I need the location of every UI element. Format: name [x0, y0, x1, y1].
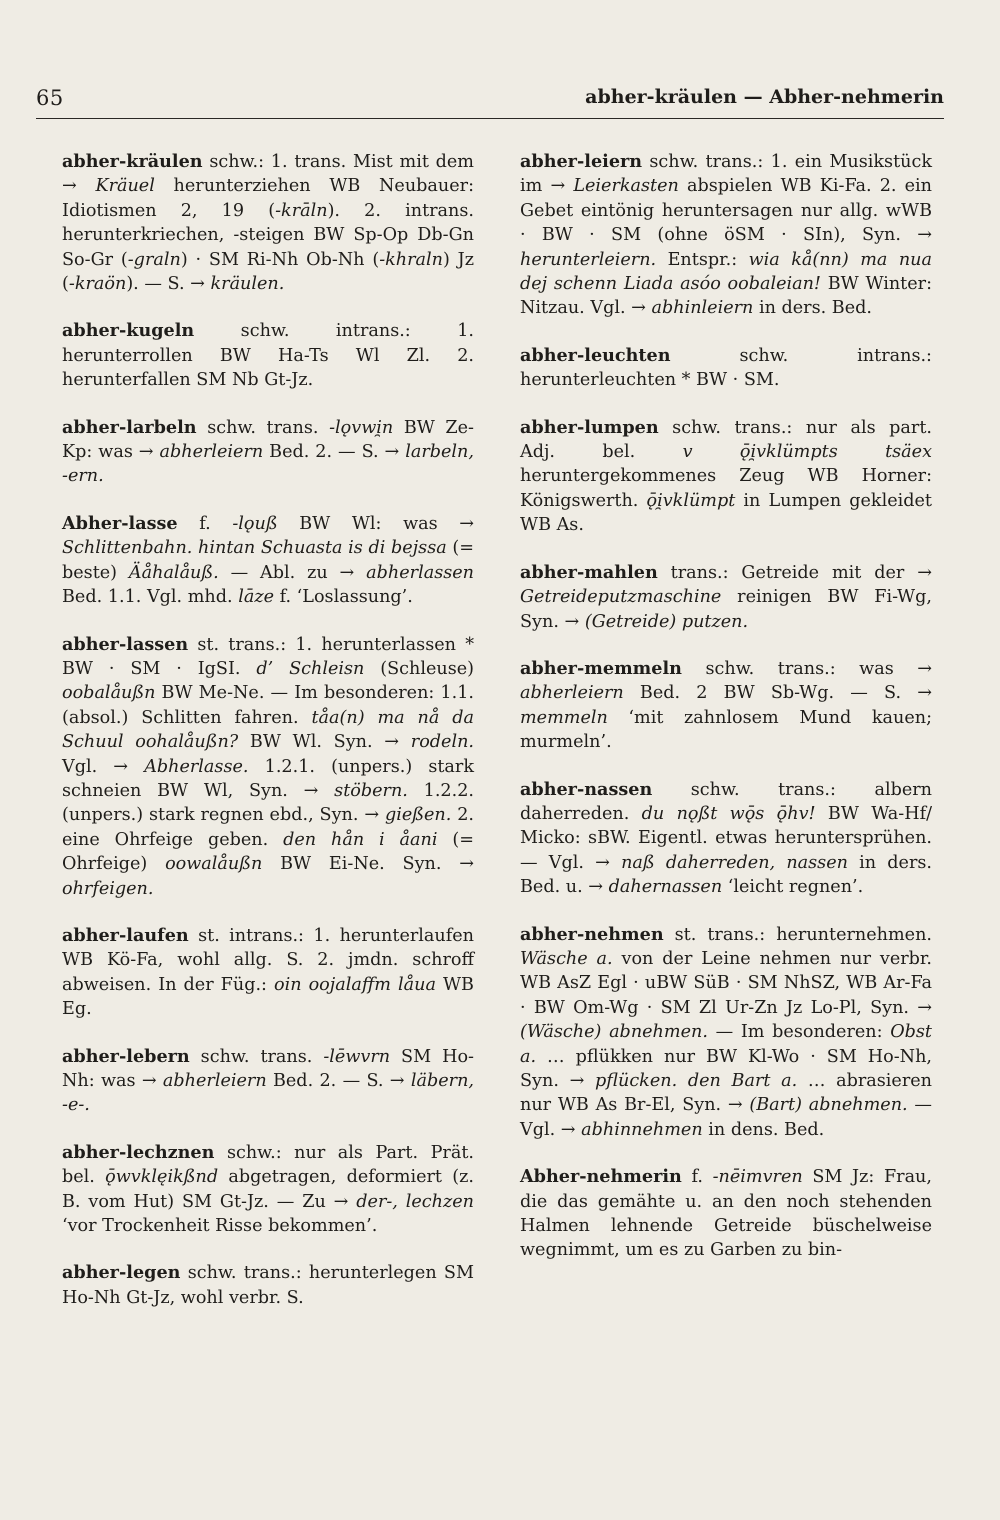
entry-text: schw. trans.: was → [681, 658, 932, 679]
entry-text: reinigen BW Fi-Wg, Syn. → [520, 587, 932, 632]
dictionary-entry [520, 344, 932, 393]
entry-italic-text: läbern, -e-. [62, 1071, 474, 1116]
entry-text: BW Winter: Nitzau. Vgl. → [520, 274, 932, 319]
entry-headword: abher-lassen [62, 633, 189, 655]
entry-headword: abher-lechznen [62, 1141, 215, 1163]
entry-italic-text: -krāln [275, 200, 328, 221]
entry-italic-text: Obst a. [520, 1022, 932, 1067]
entry-headword: abher-larbeln [62, 416, 197, 438]
entry-italic-text: (Getreide) putzen. [584, 611, 749, 632]
entry-italic-text: ohrfeigen. [62, 878, 154, 899]
entry-text: schw. intrans.: 1. herunterrollen BW Ha-Ts Wl Zl. 2. herunterfallen SM Nb Gt-Jz. [62, 321, 474, 391]
entry-text: in ders. Bed. u. → [520, 852, 932, 898]
entry-headword: abher-lumpen [520, 416, 659, 438]
entry-text: WB Eg. [62, 974, 474, 1020]
entry-italic-text: herunterleiern. [520, 249, 657, 270]
dictionary-entry [520, 561, 932, 634]
entry-headword: abher-laufen [62, 924, 189, 946]
entry-italic-text: -lǫuß [232, 513, 278, 534]
entry-text: (= Ohrfeige) [62, 829, 474, 875]
entry-headword: Abher-lasse [62, 512, 178, 534]
entry-text: herunterziehen WB Neubauer: Idiotismen 2, 19 ( [62, 176, 474, 221]
entry-italic-text: abherlassen [366, 562, 474, 583]
right-column [520, 150, 932, 1286]
entry-italic-text: -lǫvwi̯n [329, 417, 394, 438]
entry-text: SM Jz: Frau, die das gemähte u. an den noch stehenden Halmen lehnende Getreide büschelweise wegnimmt, um es zu Garben zu bin- [520, 1167, 932, 1261]
entry-text: ) · SM Ri-Nh Ob-Nh ( [180, 249, 380, 270]
entry-italic-text: -lēwvrn [323, 1046, 391, 1067]
entry-italic-text: Äåhalåuß. [128, 562, 219, 583]
dictionary-entry [62, 924, 474, 1022]
entry-text: schw.: nur als Part. Prät. bel. [62, 1142, 474, 1188]
entry-text: abspielen WB Ki-Fa. 2. ein Gebet eintönig heruntersagen nur allg. wWB · BW · SM (ohne öSM · SIn), Syn. → [520, 176, 932, 246]
entry-text: trans.: Getreide mit der → [657, 562, 932, 583]
entry-text: in Lumpen gekleidet WB As. [520, 490, 933, 536]
entry-text: st. trans.: herunternehmen. [663, 924, 932, 945]
entry-text: ). 2. intrans. herunterkriechen, -steigen BW Sp-Op Db-Gn So-Gr ( [62, 200, 474, 270]
page-header [36, 86, 944, 119]
entry-text: Entspr.: [656, 249, 749, 270]
entry-text: Bed. 2 BW Sb-Wg. — S. → [623, 683, 932, 704]
entry-text: SM Ho-Nh: was → [62, 1046, 474, 1091]
entry-headword: abher-nehmen [520, 923, 664, 945]
page-number: 65 [36, 86, 64, 110]
entry-text: — Abl. zu → [218, 562, 367, 583]
entry-text: (Schleuse) [364, 658, 474, 679]
entry-text: st. intrans.: 1. herunterlaufen WB Kö-Fa, wohl allg. S. 2. jmdn. schroff abweisen. In der Füg.: [62, 925, 474, 995]
left-column [62, 150, 474, 1333]
entry-italic-text: dahernassen [608, 877, 723, 898]
entry-text: ‘mit zahnlosem Mund kauen; murmeln’. [520, 707, 932, 753]
entry-text: BW Wl. Syn. → [238, 732, 411, 753]
entry-italic-text: abhinnehmen [581, 1119, 703, 1140]
entry-italic-text: larbeln, -ern. [62, 442, 474, 487]
entry-text: ‘leicht regnen’. [722, 877, 864, 898]
entry-italic-text: Schlittenbahn. hintan Schuasta is di bejssa [62, 538, 447, 559]
entry-italic-text: rodeln. [410, 732, 475, 753]
entry-italic-text: -khraln [379, 249, 443, 270]
dictionary-entry [62, 1261, 474, 1310]
entry-text: (= beste) [62, 538, 474, 583]
entry-text: in ders. Bed. [753, 298, 872, 319]
entry-headword: abher-mahlen [520, 561, 658, 583]
entry-italic-text: memmeln [520, 707, 608, 728]
entry-italic-text: -nēimvren [712, 1167, 803, 1188]
dictionary-entry [520, 923, 932, 1143]
entry-italic-text: naß daherreden, nassen [621, 852, 848, 873]
entry-text: ). — S. → [126, 274, 211, 295]
entry-text: BW Ei-Ne. Syn. → [262, 854, 474, 875]
entry-headword: abher-legen [62, 1262, 181, 1284]
entry-text: schw.: 1. trans. Mist mit dem → [62, 152, 474, 197]
entry-italic-text: ǭi̯vklümpt [646, 490, 736, 511]
entry-italic-text: Kräuel [95, 176, 155, 197]
entry-italic-text: (Wäsche) abnehmen. [520, 1022, 708, 1043]
entry-text: von der Leine nehmen nur verbr. WB AsZ Egl · uBW SüB · SM NhSZ, WB Ar-Fa · BW Om-Wg · SM Zl Ur-Zn Jz Lo-Pl, Syn. → [520, 948, 933, 1018]
entry-headword: abher-lebern [62, 1045, 190, 1067]
entry-italic-text: oin oojalaffm låua [274, 974, 436, 995]
entry-italic-text: Abherlasse. [144, 756, 249, 777]
dictionary-entry [62, 633, 474, 901]
entry-text: schw. trans.: herunterlegen SM Ho-Nh Gt-Jz, wohl verbr. S. [62, 1263, 474, 1308]
entry-italic-text: (Bart) abnehmen. [749, 1095, 908, 1116]
entry-italic-text: Leierkasten [573, 176, 679, 197]
dictionary-entry [62, 150, 474, 296]
entry-text: st. trans.: 1. herunterlassen * BW · SM · IgSI. [62, 634, 474, 679]
entry-headword: abher-kugeln [62, 320, 195, 342]
entry-italic-text: Wäsche a. [520, 948, 613, 969]
entry-italic-text: Getreideputzmaschine [520, 587, 722, 608]
entry-text: BW Me-Ne. — Im besonderen: 1.1. (absol.) Schlitten fahren. [62, 683, 474, 728]
entry-headword: Abher-nehmerin [520, 1166, 682, 1188]
dictionary-entry [62, 1045, 474, 1118]
entry-italic-text: -graln [127, 249, 181, 270]
entry-text: 2. eine Ohrfeige geben. [62, 805, 474, 850]
entry-italic-text: pflücken. den Bart a. [595, 1071, 798, 1091]
entry-italic-text: abherleiern [159, 442, 264, 463]
entry-text: Vgl. → [62, 756, 145, 777]
dictionary-entry [62, 416, 474, 489]
dictionary-entry [62, 1141, 474, 1239]
entry-text: … abrasieren nur WB As Br-El, Syn. → [520, 1071, 932, 1116]
entry-text: schw. trans.: albern daherreden. [520, 779, 932, 824]
entry-headword: abher-memmeln [520, 657, 682, 679]
entry-text: schw. trans. [196, 417, 330, 438]
entry-text: Bed. 2. — S. → [263, 442, 406, 463]
entry-text: schw. trans.: nur als part. Adj. bel. [520, 417, 932, 463]
entry-italic-text: den hån i åani [283, 829, 438, 850]
entry-text: schw. trans. [189, 1046, 324, 1067]
entry-italic-text: kräulen. [210, 274, 285, 295]
entry-text: schw. intrans.: herunterleuchten * BW · SM. [520, 345, 932, 391]
entry-text: schw. trans.: 1. ein Musikstück im → [520, 152, 932, 197]
entry-italic-text: abherleiern [520, 683, 624, 704]
entry-italic-text: gießen. [384, 805, 452, 826]
entry-italic-text: d’ Schleisn [256, 658, 365, 679]
entry-headword: abher-nassen [520, 778, 653, 800]
entry-text: abgetragen, deformiert (z. B. vom Hut) SM Gt-Jz. — Zu → [62, 1167, 474, 1212]
dictionary-entry [62, 512, 474, 610]
entry-text: f. [681, 1167, 713, 1188]
entry-italic-text: wia kå(nn) ma nua dej schenn Liada asóo oobaleian! [520, 249, 932, 295]
entry-text: f. ‘Loslassung’. [274, 587, 413, 608]
entry-italic-text: stöbern. [334, 780, 408, 801]
entry-text: f. [177, 513, 233, 534]
entry-italic-text: tåa(n) ma nå da Schuul oohalåußn? [62, 707, 474, 753]
entry-text: 1.2.2. (unpers.) stark regnen ebd., Syn. → [62, 780, 475, 826]
entry-italic-text: oowalåußn [165, 854, 263, 875]
entry-italic-text: abherleiern [162, 1071, 267, 1091]
entry-text: heruntergekommenes Zeug WB Horner: Königswerth. [520, 466, 932, 511]
dictionary-entry [62, 319, 474, 392]
entry-headword: abher-kräulen [62, 151, 203, 172]
entry-italic-text: ǭwvklęikßnd [105, 1167, 219, 1188]
dictionary-entry [520, 778, 932, 900]
dictionary-entry [520, 150, 932, 321]
entry-text: BW Wl: was → [277, 513, 475, 534]
entry-text: Bed. 2. — S. → [266, 1071, 411, 1091]
entry-headword: abher-leiern [520, 151, 643, 172]
entry-text: Bed. 1.1. Vgl. mhd. [62, 587, 239, 608]
entry-italic-text: lāze [238, 587, 275, 608]
dictionary-entry [520, 1165, 932, 1263]
entry-text: BW Wa-Hf/ Micko: sBW. Eigentl. etwas heruntersprühen. — Vgl. → [520, 803, 933, 873]
entry-italic-text: v ǭi̯vklümpts tsäex [682, 442, 932, 463]
entry-text: BW Ze-Kp: was → [62, 417, 475, 463]
entry-text: ) Jz ( [62, 249, 474, 295]
entry-text: — Vgl. → [520, 1095, 932, 1140]
entry-italic-text: abhinleiern [651, 298, 754, 319]
entry-italic-text: oobalåußn [62, 683, 156, 704]
entry-headword: abher-leuchten [520, 344, 671, 366]
entry-text: — Im besonderen: [707, 1022, 891, 1043]
entry-text: ‘vor Trockenheit Risse bekommen’. [62, 1216, 378, 1237]
entry-italic-text: -kraön [68, 274, 127, 295]
entry-text: 1.2.1. (unpers.) stark schneien BW Wl, Syn. → [62, 756, 474, 801]
entry-italic-text: du nǫßt wǭs ǭhv! [641, 803, 816, 824]
entry-italic-text: der-, lechzen [356, 1191, 474, 1212]
entry-text: … pflükken nur BW Kl-Wo · SM Ho-Nh, Syn. → [520, 1046, 932, 1091]
dictionary-entry [520, 416, 932, 538]
running-head: abher-kräulen — Abher-nehmerin [585, 86, 944, 108]
dictionary-entry [520, 657, 932, 755]
entry-text: in dens. Bed. [702, 1119, 825, 1140]
